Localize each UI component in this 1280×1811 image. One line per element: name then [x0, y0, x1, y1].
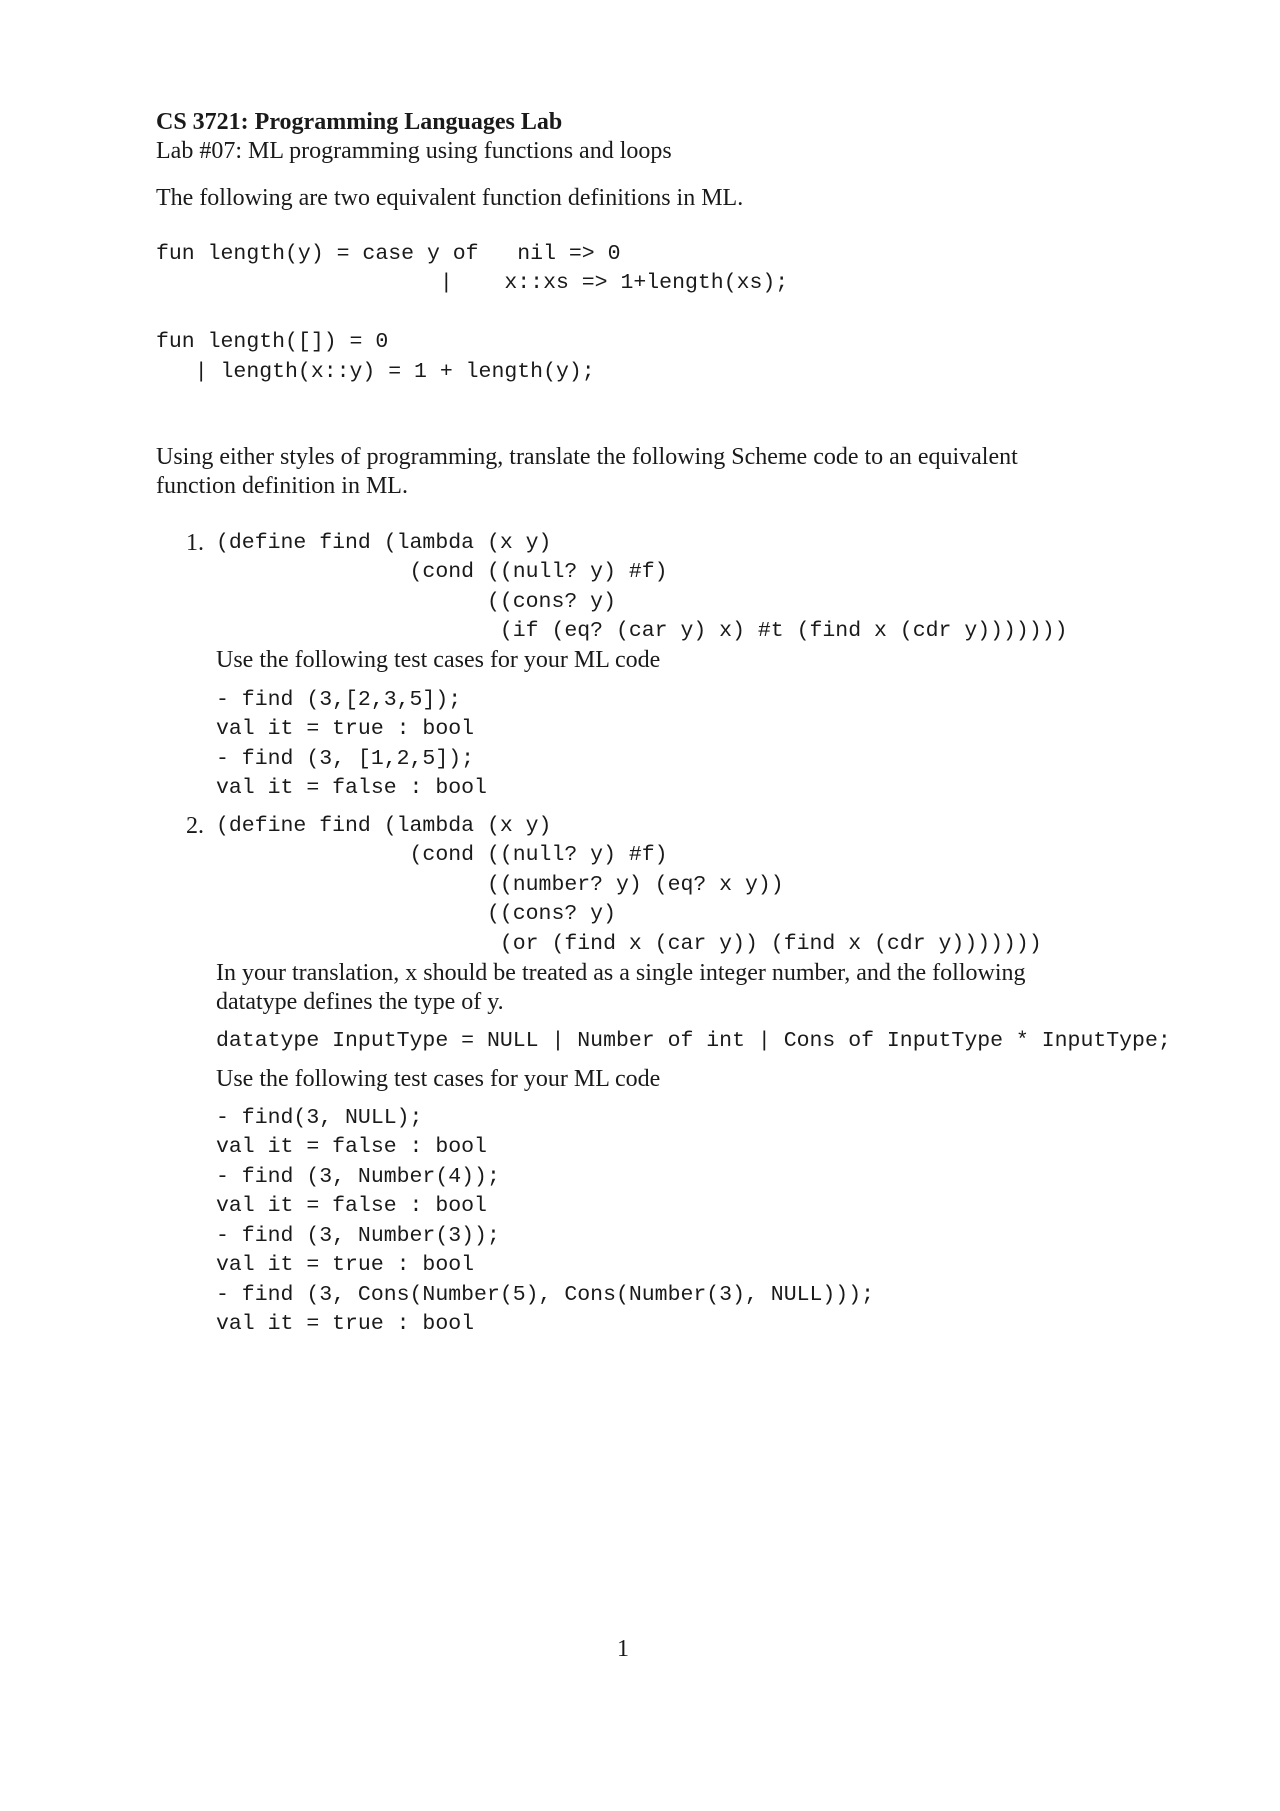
problem-note: datatype defines the type of y.	[216, 989, 504, 1015]
lab-title: Lab #07: ML programming using functions and loops	[156, 138, 672, 164]
test-line: - find (3,[2,3,5]);	[216, 688, 462, 712]
scheme-line: ((number? y) (eq? x y))	[216, 873, 784, 897]
code-line: fun length(y) = case y of nil => 0	[156, 242, 621, 266]
scheme-line: (define find (lambda (x y)	[216, 814, 552, 838]
scheme-line: (or (find x (car y)) (find x (cdr y)))))))	[216, 932, 1042, 956]
test-line: - find(3, NULL);	[216, 1106, 423, 1130]
page-number: 1	[617, 1636, 629, 1662]
scheme-line: (cond ((null? y) #f)	[216, 560, 668, 584]
test-line: val it = false : bool	[216, 1135, 487, 1159]
test-line: - find (3, Number(4));	[216, 1165, 500, 1189]
scheme-line: ((cons? y)	[216, 902, 616, 926]
test-line: - find (3, Number(3));	[216, 1224, 500, 1248]
scheme-line: ((cons? y)	[216, 590, 616, 614]
code-line: | x::xs => 1+length(xs);	[156, 271, 789, 295]
datatype-definition: datatype InputType = NULL | Number of int | Cons of InputType * InputType;	[216, 1029, 1171, 1053]
intro-text: The following are two equivalent function definitions in ML.	[156, 185, 744, 211]
course-title: CS 3721: Programming Languages Lab	[156, 109, 563, 135]
problem-number: 2.	[186, 813, 204, 839]
instructions-line: function definition in ML.	[156, 473, 408, 499]
problem-number: 1.	[186, 530, 204, 556]
code-line: | length(x::y) = 1 + length(y);	[156, 360, 595, 384]
test-line: - find (3, Cons(Number(5), Cons(Number(3), NULL)));	[216, 1283, 875, 1307]
test-line: val it = false : bool	[216, 1194, 487, 1218]
test-line: val it = false : bool	[216, 776, 487, 800]
problem-note: In your translation, x should be treated as a single integer number, and the following	[216, 960, 1026, 986]
code-line: fun length([]) = 0	[156, 330, 389, 354]
scheme-line: (cond ((null? y) #f)	[216, 843, 668, 867]
test-line: - find (3, [1,2,5]);	[216, 747, 475, 771]
instructions-line: Using either styles of programming, translate the following Scheme code to an equivalent	[156, 444, 1018, 470]
test-line: val it = true : bool	[216, 1253, 475, 1277]
test-line: val it = true : bool	[216, 1312, 475, 1336]
test-intro: Use the following test cases for your ML code	[216, 647, 661, 673]
test-intro: Use the following test cases for your ML code	[216, 1066, 661, 1092]
scheme-line: (if (eq? (car y) x) #t (find x (cdr y)))))))	[216, 619, 1068, 643]
test-line: val it = true : bool	[216, 717, 475, 741]
scheme-line: (define find (lambda (x y)	[216, 531, 552, 555]
